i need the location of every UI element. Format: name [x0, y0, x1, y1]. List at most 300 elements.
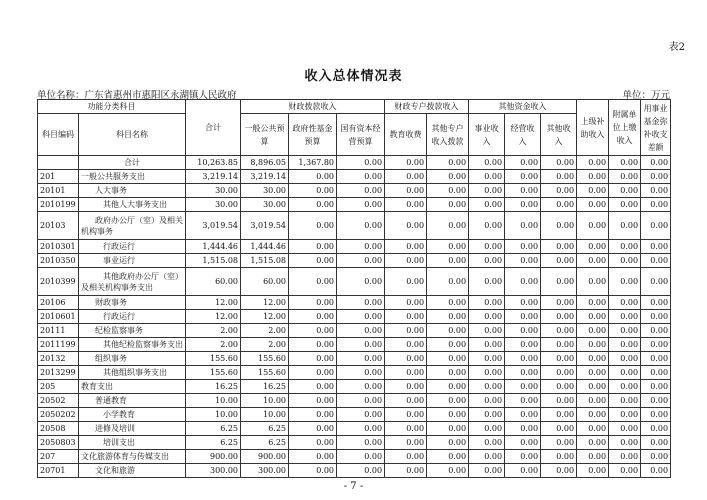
cell-value: 0.00: [609, 170, 641, 184]
cell-value: 0.00: [577, 408, 609, 422]
cell-value: 0.00: [427, 366, 469, 380]
cell-value: 0.00: [541, 310, 577, 324]
row-code: 2013299: [38, 366, 79, 380]
cell-value: 0.00: [505, 352, 541, 366]
cell-value: 0.00: [289, 380, 337, 394]
header-other: 其他资金收入: [469, 100, 577, 114]
cell-total: 155.60: [186, 366, 241, 380]
cell-value: 0.00: [505, 450, 541, 464]
cell-value: 0.00: [337, 352, 385, 366]
cell-value: 0.00: [427, 268, 469, 296]
cell-value: 0.00: [541, 170, 577, 184]
row-code: 2010399: [38, 268, 79, 296]
table-row: [38, 352, 671, 366]
cell-value: 0.00: [337, 170, 385, 184]
header-fiscal: 财政拨款收入: [241, 100, 385, 114]
cell-value: 0.00: [289, 366, 337, 380]
cell-value: 0.00: [427, 170, 469, 184]
cell-value: 0.00: [641, 184, 671, 198]
cell-value: 0.00: [641, 240, 671, 254]
cell-value: 0.00: [609, 422, 641, 436]
cell-value: 0.00: [641, 352, 671, 366]
row-name: 其他纪检监察事务支出: [79, 338, 186, 352]
cell-value: 0.00: [427, 198, 469, 212]
cell-value: 0.00: [505, 296, 541, 310]
cell-value: 0.00: [577, 436, 609, 450]
row-name: 普通教育: [79, 394, 186, 408]
cell-value: 0.00: [385, 170, 427, 184]
cell-value: 0.00: [385, 240, 427, 254]
cell-value: 0.00: [609, 240, 641, 254]
cell-value: 0.00: [427, 422, 469, 436]
cell-value: 0.00: [641, 268, 671, 296]
table-body: [38, 156, 671, 478]
row-code: [38, 156, 79, 170]
cell-value: 0.00: [641, 170, 671, 184]
cell-value: 0.00: [427, 184, 469, 198]
cell-value: 0.00: [289, 422, 337, 436]
cell-value: 155.60: [241, 366, 289, 380]
cell-value: 0.00: [469, 352, 505, 366]
cell-value: 0.00: [541, 254, 577, 268]
cell-value: 0.00: [577, 394, 609, 408]
header-other-other: 其他收入: [541, 114, 577, 156]
cell-value: 0.00: [337, 394, 385, 408]
cell-value: 0.00: [577, 422, 609, 436]
row-code: 20106: [38, 296, 79, 310]
cell-value: 0.00: [541, 324, 577, 338]
cell-value: 0.00: [385, 450, 427, 464]
row-name: 其他政府办公厅（室）及相关机构事务支出: [79, 268, 186, 296]
cell-value: 0.00: [289, 436, 337, 450]
cell-value: 0.00: [385, 324, 427, 338]
cell-value: 0.00: [541, 268, 577, 296]
cell-value: 0.00: [641, 156, 671, 170]
cell-value: 0.00: [577, 254, 609, 268]
cell-total: 1,444.46: [186, 240, 241, 254]
cell-value: 0.00: [541, 394, 577, 408]
row-code: 2050202: [38, 408, 79, 422]
table-row: [38, 324, 671, 338]
row-code: 2010301: [38, 240, 79, 254]
cell-value: 0.00: [641, 408, 671, 422]
cell-value: 0.00: [469, 254, 505, 268]
cell-value: 0.00: [641, 394, 671, 408]
cell-value: 2.00: [241, 338, 289, 352]
header-special: 财政专户拨款收入: [385, 100, 469, 114]
header-other-business: 事业收入: [469, 114, 505, 156]
cell-value: 0.00: [541, 352, 577, 366]
cell-value: 0.00: [469, 422, 505, 436]
row-name: 人大事务: [79, 184, 186, 198]
cell-value: 0.00: [577, 212, 609, 240]
cell-total: 10.00: [186, 408, 241, 422]
cell-value: 0.00: [469, 156, 505, 170]
cell-value: 0.00: [641, 380, 671, 394]
cell-value: 3,019.54: [241, 212, 289, 240]
cell-value: 0.00: [385, 352, 427, 366]
cell-total: 3,019.54: [186, 212, 241, 240]
cell-value: 0.00: [505, 366, 541, 380]
table-label: 表2: [668, 42, 685, 53]
cell-value: 0.00: [577, 352, 609, 366]
cell-value: 0.00: [541, 156, 577, 170]
page-number: - 7 -: [343, 481, 364, 492]
cell-value: 0.00: [641, 422, 671, 436]
cell-value: 0.00: [337, 450, 385, 464]
cell-value: 0.00: [427, 296, 469, 310]
cell-total: 155.60: [186, 352, 241, 366]
cell-total: 10.00: [186, 394, 241, 408]
cell-value: 0.00: [337, 254, 385, 268]
cell-value: 0.00: [609, 366, 641, 380]
cell-value: 0.00: [289, 394, 337, 408]
unit-row: [37, 87, 670, 99]
cell-value: 0.00: [541, 464, 577, 478]
table-row: [38, 450, 671, 464]
table-row: [38, 394, 671, 408]
table-row: [38, 436, 671, 450]
cell-value: 0.00: [337, 268, 385, 296]
cell-total: 16.25: [186, 380, 241, 394]
row-name: 财政事务: [79, 296, 186, 310]
row-name: 事业运行: [79, 254, 186, 268]
cell-value: 0.00: [577, 324, 609, 338]
cell-value: 0.00: [505, 198, 541, 212]
cell-value: 0.00: [385, 212, 427, 240]
cell-value: 300.00: [241, 464, 289, 478]
cell-value: 0.00: [469, 184, 505, 198]
cell-value: 0.00: [577, 184, 609, 198]
cell-value: 0.00: [469, 310, 505, 324]
cell-value: 30.00: [241, 184, 289, 198]
cell-value: 0.00: [505, 394, 541, 408]
cell-value: 0.00: [541, 240, 577, 254]
cell-value: 0.00: [469, 296, 505, 310]
income-table: [37, 99, 671, 478]
cell-value: 30.00: [241, 198, 289, 212]
cell-value: 0.00: [577, 198, 609, 212]
cell-value: 0.00: [505, 408, 541, 422]
cell-total: 300.00: [186, 464, 241, 478]
header-name: 科目名称: [79, 114, 186, 156]
cell-total: 30.00: [186, 184, 241, 198]
cell-value: 0.00: [577, 310, 609, 324]
cell-value: 0.00: [609, 310, 641, 324]
cell-value: 0.00: [469, 212, 505, 240]
row-name: 教育支出: [79, 380, 186, 394]
table-row: [38, 380, 671, 394]
cell-value: 0.00: [289, 408, 337, 422]
cell-value: 0.00: [469, 366, 505, 380]
cell-value: 0.00: [609, 184, 641, 198]
table-row: [38, 268, 671, 296]
cell-value: 0.00: [289, 324, 337, 338]
cell-value: 0.00: [289, 198, 337, 212]
row-code: 2010199: [38, 198, 79, 212]
cell-value: 0.00: [577, 268, 609, 296]
cell-value: 2.00: [241, 324, 289, 338]
cell-value: 0.00: [609, 352, 641, 366]
cell-value: 0.00: [505, 310, 541, 324]
cell-value: 6.25: [241, 422, 289, 436]
cell-total: 60.00: [186, 268, 241, 296]
cell-value: 1,444.46: [241, 240, 289, 254]
cell-value: 6.25: [241, 436, 289, 450]
cell-value: 0.00: [385, 436, 427, 450]
cell-value: 0.00: [469, 198, 505, 212]
row-name: 小学教育: [79, 408, 186, 422]
cell-total: 1,515.08: [186, 254, 241, 268]
table-row: [38, 338, 671, 352]
header-affiliated: 附属单位上缴收入: [609, 100, 641, 156]
cell-value: 0.00: [469, 464, 505, 478]
header-special-other: 其他专户收入拨款: [427, 114, 469, 156]
cell-value: 0.00: [577, 240, 609, 254]
cell-value: 0.00: [337, 310, 385, 324]
row-code: 2010350: [38, 254, 79, 268]
cell-value: 0.00: [337, 338, 385, 352]
cell-value: 0.00: [609, 394, 641, 408]
cell-value: 0.00: [541, 422, 577, 436]
cell-value: 0.00: [385, 184, 427, 198]
cell-value: 0.00: [427, 352, 469, 366]
cell-value: 0.00: [337, 366, 385, 380]
cell-value: 0.00: [289, 450, 337, 464]
cell-value: 0.00: [541, 408, 577, 422]
cell-value: 0.00: [385, 254, 427, 268]
cell-value: 0.00: [541, 184, 577, 198]
cell-value: 0.00: [641, 296, 671, 310]
cell-value: 0.00: [289, 240, 337, 254]
row-code: 20502: [38, 394, 79, 408]
unit-name: 单位名称：广东省惠州市惠阳区永湖镇人民政府: [37, 90, 237, 101]
row-code: 20103: [38, 212, 79, 240]
cell-value: 0.00: [469, 450, 505, 464]
header-func-subject: 功能分类科目: [38, 100, 186, 114]
row-name: 其他人大事务支出: [79, 198, 186, 212]
table-row: [38, 184, 671, 198]
row-code: 20101: [38, 184, 79, 198]
row-code: 2050803: [38, 436, 79, 450]
row-code: 20111: [38, 324, 79, 338]
cell-value: 0.00: [641, 198, 671, 212]
cell-value: 0.00: [385, 394, 427, 408]
cell-value: 16.25: [241, 380, 289, 394]
row-code: 2011199: [38, 338, 79, 352]
row-name: 其他组织事务支出: [79, 366, 186, 380]
cell-value: 0.00: [385, 198, 427, 212]
header-special-edu: 教育收费: [385, 114, 427, 156]
cell-value: 12.00: [241, 296, 289, 310]
row-name: 组织事务: [79, 352, 186, 366]
cell-value: 0.00: [505, 156, 541, 170]
header-total: 合计: [186, 100, 241, 156]
cell-value: 0.00: [641, 324, 671, 338]
cell-value: 0.00: [427, 450, 469, 464]
cell-value: 0.00: [337, 422, 385, 436]
cell-value: 0.00: [385, 156, 427, 170]
row-name: 行政运行: [79, 310, 186, 324]
row-code: 2010601: [38, 310, 79, 324]
cell-value: 8,896.05: [241, 156, 289, 170]
cell-value: 0.00: [541, 366, 577, 380]
cell-value: 0.00: [385, 296, 427, 310]
cell-value: 0.00: [427, 394, 469, 408]
cell-value: 1,367.80: [289, 156, 337, 170]
cell-total: 6.25: [186, 436, 241, 450]
header-fiscal-state: 国有资本经营预算: [337, 114, 385, 156]
cell-value: 0.00: [469, 240, 505, 254]
cell-value: 0.00: [505, 380, 541, 394]
row-name: 政府办公厅（室）及相关机构事务: [79, 212, 186, 240]
cell-value: 0.00: [289, 212, 337, 240]
cell-value: 155.60: [241, 352, 289, 366]
cell-value: 0.00: [577, 170, 609, 184]
cell-value: 0.00: [289, 352, 337, 366]
cell-value: 0.00: [427, 212, 469, 240]
cell-value: 0.00: [541, 212, 577, 240]
cell-value: 0.00: [469, 338, 505, 352]
cell-value: 0.00: [541, 338, 577, 352]
cell-value: 0.00: [641, 212, 671, 240]
cell-total: 10,263.85: [186, 156, 241, 170]
table-row: [38, 422, 671, 436]
cell-value: 0.00: [469, 380, 505, 394]
cell-value: 0.00: [609, 268, 641, 296]
cell-value: 0.00: [641, 338, 671, 352]
cell-value: 0.00: [337, 324, 385, 338]
cell-value: 0.00: [385, 268, 427, 296]
cell-value: 0.00: [385, 380, 427, 394]
row-name: 一般公共服务支出: [79, 170, 186, 184]
cell-value: 0.00: [541, 296, 577, 310]
cell-value: 0.00: [541, 436, 577, 450]
cell-value: 0.00: [505, 422, 541, 436]
cell-value: 0.00: [505, 268, 541, 296]
cell-value: 0.00: [469, 268, 505, 296]
cell-total: 2.00: [186, 324, 241, 338]
cell-value: 0.00: [609, 156, 641, 170]
cell-value: 1,515.08: [241, 254, 289, 268]
cell-value: 0.00: [337, 464, 385, 478]
cell-value: 0.00: [609, 296, 641, 310]
cell-value: 0.00: [609, 254, 641, 268]
cell-value: 0.00: [289, 184, 337, 198]
row-name: 合计: [79, 156, 186, 170]
cell-value: 3,219.14: [241, 170, 289, 184]
cell-value: 0.00: [289, 338, 337, 352]
cell-value: 0.00: [337, 184, 385, 198]
cell-value: 0.00: [469, 170, 505, 184]
cell-value: 0.00: [609, 212, 641, 240]
row-code: 20132: [38, 352, 79, 366]
cell-total: 6.25: [186, 422, 241, 436]
cell-value: 0.00: [577, 366, 609, 380]
cell-value: 0.00: [609, 450, 641, 464]
header-fiscal-general: 一般公共预算: [241, 114, 289, 156]
cell-value: 0.00: [337, 156, 385, 170]
cell-value: 0.00: [427, 254, 469, 268]
cell-value: 0.00: [505, 338, 541, 352]
cell-total: 12.00: [186, 310, 241, 324]
table-row: [38, 198, 671, 212]
cell-total: 3,219.14: [186, 170, 241, 184]
cell-value: 0.00: [577, 338, 609, 352]
page-title: 收入总体情况表: [304, 69, 403, 84]
cell-value: 0.00: [505, 254, 541, 268]
cell-value: 0.00: [427, 464, 469, 478]
cell-value: 0.00: [427, 240, 469, 254]
header-balance: 用事业基金弥补收支差额: [641, 100, 671, 156]
table-row: [38, 366, 671, 380]
cell-value: 0.00: [427, 408, 469, 422]
cell-value: 0.00: [385, 366, 427, 380]
cell-value: 0.00: [385, 422, 427, 436]
table-row: [38, 408, 671, 422]
cell-value: 0.00: [609, 338, 641, 352]
cell-value: 10.00: [241, 408, 289, 422]
cell-value: 0.00: [577, 464, 609, 478]
cell-value: 0.00: [337, 240, 385, 254]
cell-value: 0.00: [609, 198, 641, 212]
cell-value: 0.00: [641, 450, 671, 464]
cell-total: 2.00: [186, 338, 241, 352]
cell-value: 0.00: [641, 436, 671, 450]
cell-value: 0.00: [337, 408, 385, 422]
row-name: 纪检监察事务: [79, 324, 186, 338]
cell-value: 0.00: [469, 324, 505, 338]
table-row: [38, 170, 671, 184]
cell-value: 0.00: [289, 268, 337, 296]
table-row-total: [38, 156, 671, 170]
cell-value: 0.00: [427, 310, 469, 324]
table-row: [38, 464, 671, 478]
table-row: [38, 296, 671, 310]
row-code: 20701: [38, 464, 79, 478]
cell-value: 0.00: [577, 380, 609, 394]
cell-total: 12.00: [186, 296, 241, 310]
row-code: 20508: [38, 422, 79, 436]
cell-value: 0.00: [577, 296, 609, 310]
cell-value: 0.00: [505, 324, 541, 338]
cell-value: 0.00: [641, 310, 671, 324]
cell-value: 0.00: [641, 464, 671, 478]
cell-value: 0.00: [541, 450, 577, 464]
cell-value: 0.00: [289, 296, 337, 310]
cell-value: 60.00: [241, 268, 289, 296]
row-name: 培训支出: [79, 436, 186, 450]
cell-value: 0.00: [609, 380, 641, 394]
row-code: 205: [38, 380, 79, 394]
cell-value: 0.00: [289, 170, 337, 184]
cell-value: 0.00: [385, 464, 427, 478]
cell-value: 10.00: [241, 394, 289, 408]
cell-value: 0.00: [505, 464, 541, 478]
cell-value: 0.00: [385, 338, 427, 352]
cell-value: 0.00: [505, 184, 541, 198]
cell-value: 0.00: [385, 408, 427, 422]
header-other-operate: 经营收入: [505, 114, 541, 156]
cell-value: 0.00: [505, 212, 541, 240]
cell-value: 12.00: [241, 310, 289, 324]
cell-value: 0.00: [337, 198, 385, 212]
cell-value: 0.00: [541, 380, 577, 394]
row-name: 文化和旅游: [79, 464, 186, 478]
cell-value: 0.00: [337, 380, 385, 394]
cell-value: 0.00: [427, 338, 469, 352]
cell-value: 0.00: [427, 156, 469, 170]
